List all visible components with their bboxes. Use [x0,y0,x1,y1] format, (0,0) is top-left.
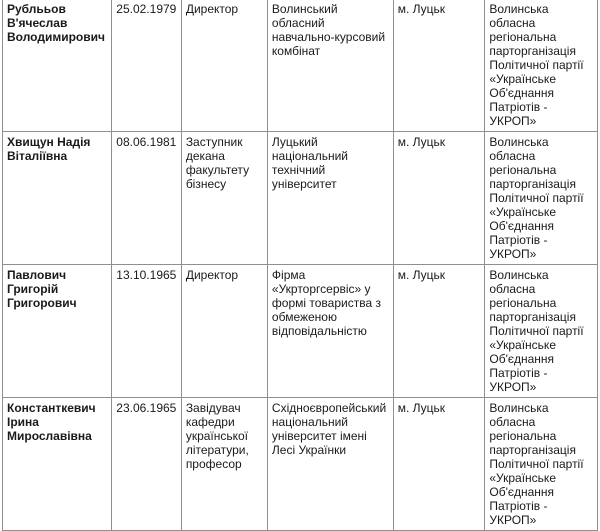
residence: м. Луцьк [393,398,485,531]
workplace: Волинський обласний навчально-курсовий комбінат [267,0,393,132]
workplace: Східноєвропейський національний університет імені Лесі Українки [267,398,393,531]
candidate-name: Константкевич Ірина Мирославівна [3,398,112,531]
party-organization: Волинська обласна регіональна парторганізація Політичної партії «Українське Об'єднання Патріотів - УКРОП» [485,265,598,398]
workplace: Луцький національний технічний університет [267,132,393,265]
candidate-name: Хвищун Надія Віталіївна [3,132,112,265]
candidates-table [2,0,598,531]
table-row [3,0,598,132]
table-row [3,398,598,531]
workplace: Фірма «Укрторгсервіс» у формі товариства з обмеженою відповідальністю [267,265,393,398]
table-row [3,265,598,398]
residence: м. Луцьк [393,132,485,265]
birth-date: 08.06.1981 [112,132,182,265]
party-organization: Волинська обласна регіональна парторганізація Політичної партії «Українське Об'єднання Патріотів - УКРОП» [485,0,598,132]
party-organization: Волинська обласна регіональна парторганізація Політичної партії «Українське Об'єднання Патріотів - УКРОП» [485,132,598,265]
position: Заступник декана факультету бізнесу [181,132,267,265]
position: Директор [181,0,267,132]
position: Директор [181,265,267,398]
birth-date: 25.02.1979 [112,0,182,132]
birth-date: 13.10.1965 [112,265,182,398]
candidate-name: Рублььов В'ячеслав Володимирович [3,0,112,132]
position: Завідувач кафедри української літератури, професор [181,398,267,531]
birth-date: 23.06.1965 [112,398,182,531]
table-row [3,132,598,265]
residence: м. Луцьк [393,0,485,132]
residence: м. Луцьк [393,265,485,398]
candidate-name: Павлович Григорій Григорович [3,265,112,398]
party-organization: Волинська обласна регіональна парторганізація Політичної партії «Українське Об'єднання Патріотів - УКРОП» [485,398,598,531]
